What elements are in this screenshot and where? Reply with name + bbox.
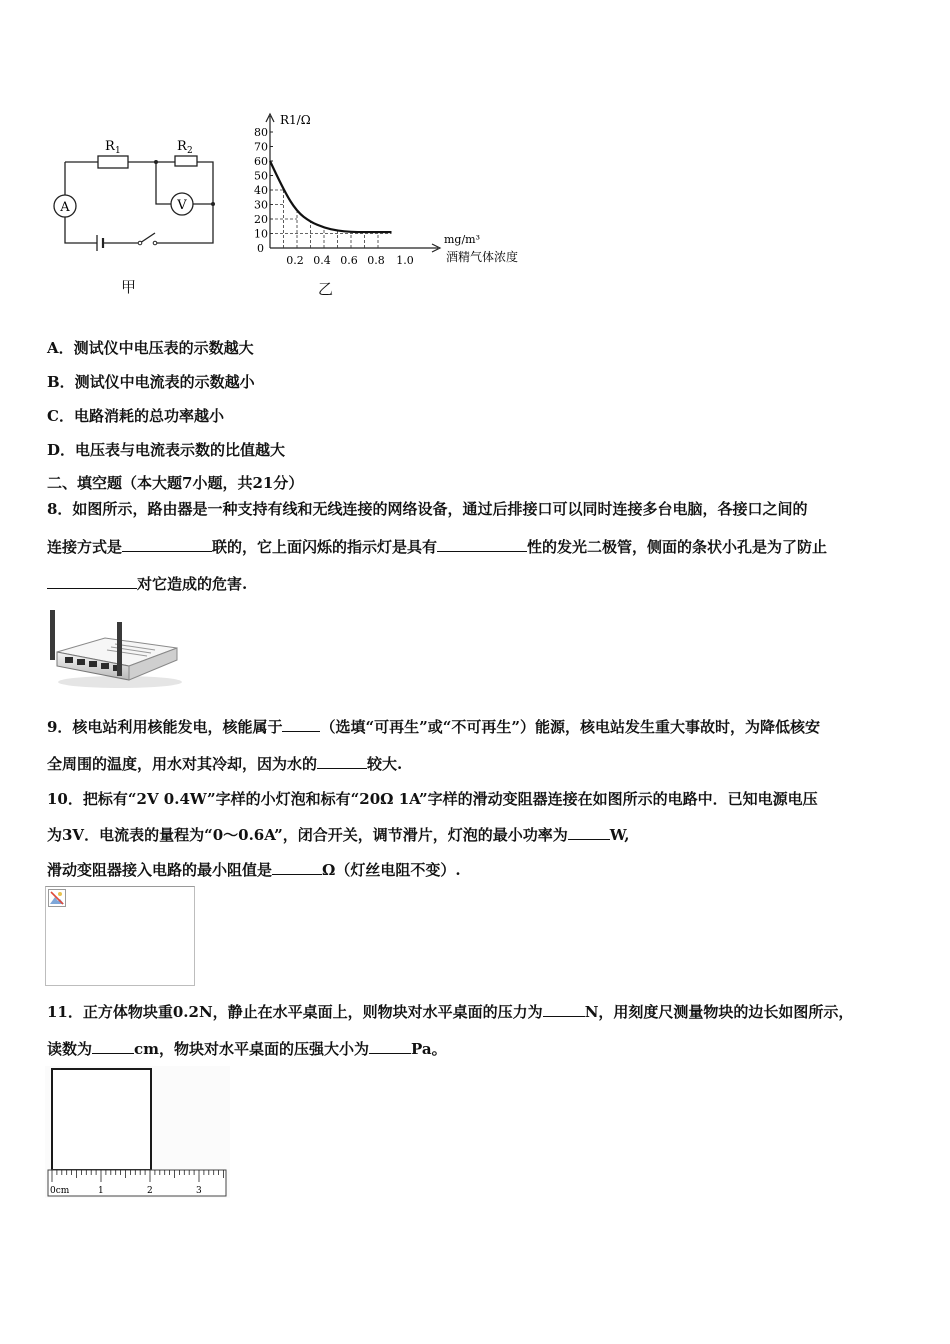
q11-blank-3[interactable] — [369, 1039, 411, 1054]
ruler-label-0: 0cm — [50, 1186, 70, 1196]
q11-line1-a: 11．正方体物块重0.2N，静止在水平桌面上，则物块对水平桌面的压力为 — [47, 1003, 543, 1021]
q9-line2-b: 较大. — [367, 755, 403, 773]
q11-blank-1[interactable] — [543, 1002, 585, 1017]
ruler-label-2: 2 — [147, 1186, 153, 1196]
concentration-resistance-graph — [248, 108, 548, 273]
x-tick-label: 0.6 — [340, 254, 358, 267]
q8-blank-3[interactable] — [47, 574, 137, 589]
q11-line1-b: N，用刻度尺测量物块的边长如图所示， — [584, 1003, 854, 1021]
voltmeter-label: V — [177, 198, 187, 213]
q9-line1-a: 9．核电站利用核能发电，核能属于 — [47, 718, 283, 736]
y-tick-label: 10 — [254, 227, 268, 241]
y-tick-label: 80 — [254, 126, 268, 139]
resistance-curve — [270, 161, 392, 232]
q10-line3 — [47, 859, 461, 880]
q8-line3 — [47, 573, 247, 594]
q8-blank-2[interactable] — [437, 537, 527, 552]
q11-line1 — [47, 1001, 853, 1022]
option-c: C．电路消耗的总功率越小 — [47, 407, 224, 425]
q8-line3-text: 对它造成的危害. — [137, 575, 248, 593]
ruler-label-3: 3 — [196, 1186, 202, 1196]
q8-line2-a: 连接方式是 — [47, 538, 123, 556]
q8-line2-c: 性的发光二极管，侧面的条状小孔是为了防止 — [527, 538, 828, 556]
q10-blank-1[interactable] — [568, 825, 610, 840]
q11-line2-a: 读数为 — [47, 1040, 93, 1058]
q9-blank-1[interactable] — [282, 717, 320, 732]
router-image — [45, 600, 185, 690]
q9-line1 — [47, 716, 820, 737]
q8-line1: 8．如图所示，路由器是一种支持有线和无线连接的网络设备，通过后排接口可以同时连接多台电脑，各接口之间的 — [47, 500, 808, 518]
figure-yi-caption: 乙 — [318, 280, 334, 298]
option-d: D．电压表与电流表示数的比值越大 — [47, 441, 286, 459]
ruler-label-1: 1 — [98, 1186, 104, 1196]
figure-jia-caption: 甲 — [121, 278, 137, 296]
circuit-diagram — [40, 130, 230, 260]
q11-line2 — [47, 1038, 447, 1059]
y-tick-label: 70 — [254, 140, 268, 154]
y-tick-label: 20 — [254, 213, 268, 226]
q10-blank-2[interactable] — [272, 860, 322, 875]
y-tick-label: 60 — [254, 155, 268, 168]
r1-label: R — [105, 139, 115, 154]
q8-blank-1[interactable] — [122, 537, 212, 552]
broken-image-icon — [48, 889, 66, 907]
q10-line2 — [47, 824, 629, 845]
x-tick-label: 0.2 — [286, 254, 304, 267]
y-tick-label: 50 — [254, 169, 268, 183]
q8-line2-b: 联的，它上面闪烁的指示灯是具有 — [212, 538, 438, 556]
q9-line2-a: 全周围的温度，用水对其冷却，因为水的 — [47, 755, 318, 773]
q11-line2-c: Pa。 — [411, 1040, 447, 1058]
q10-line3-b: Ω（灯丝电阻不变）. — [322, 861, 461, 879]
q11-blank-2[interactable] — [92, 1039, 134, 1054]
r2-subscript: 2 — [187, 146, 193, 156]
r1-subscript: 1 — [115, 146, 121, 156]
option-b: B．测试仪中电流表的示数越小 — [47, 373, 255, 391]
y-tick-label: 40 — [254, 184, 268, 197]
q9-line1-b: （选填“可再生”或“不可再生”）能源，核电站发生重大事故时，为降低核安 — [320, 718, 820, 736]
option-a: A．测试仪中电压表的示数越大 — [47, 339, 254, 357]
y-axis-label: R1/Ω — [280, 113, 311, 127]
q10-line2-a: 为3V．电流表的量程为“0～0.6A”，闭合开关，调节滑片，灯泡的最小功率为 — [47, 826, 568, 844]
x-axis-label: 酒精气体浓度 — [446, 250, 519, 264]
q11-line2-b: cm，物块对水平桌面的压强大小为 — [134, 1040, 370, 1058]
q10-line1: 10．把标有“2V 0.4W”字样的小灯泡和标有“20Ω 1A”字样的滑动变阻器连接在如图所示的电路中．已知电源电压 — [47, 790, 818, 808]
ammeter-label: A — [60, 200, 70, 215]
q9-line2 — [47, 753, 402, 774]
cube-block — [52, 1069, 151, 1170]
x-axis-unit: mg/m³ — [444, 233, 481, 246]
x-tick-label: 1.0 — [396, 254, 414, 267]
q8-line2 — [47, 536, 827, 557]
q10-line2-b: W, — [609, 826, 630, 844]
r2-label: R — [177, 139, 187, 154]
y-tick-label: 30 — [254, 198, 268, 212]
section-title: 二、填空题（本大题7小题，共21分） — [47, 474, 304, 492]
q10-line3-a: 滑动变阻器接入电路的最小阻值是 — [47, 861, 273, 879]
broken-image-placeholder — [45, 886, 195, 986]
x-tick-label: 0.4 — [313, 254, 331, 267]
y-tick-label: 0 — [257, 242, 264, 255]
x-tick-label: 0.8 — [367, 254, 385, 267]
ruler-figure — [45, 1066, 230, 1198]
q9-blank-2[interactable] — [317, 754, 367, 769]
